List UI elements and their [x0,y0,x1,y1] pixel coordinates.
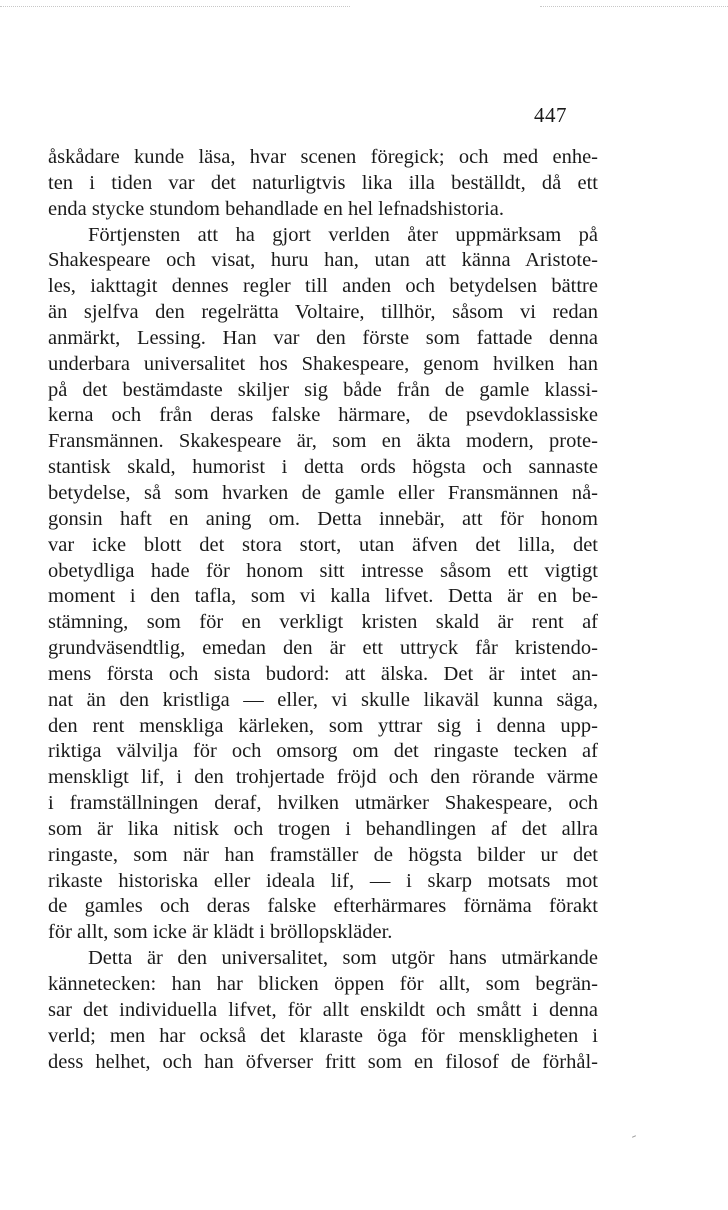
text-line: stämning, som för en verkligt kristen skald är rent af [48,611,598,634]
text-line: på det bestämdaste skiljer sig både från de gamle klassi- [48,378,598,401]
text-line: stantisk skald, humorist i detta ords högsta och sannaste [48,456,598,479]
text-line: var icke blott det stora stort, utan äfven det lilla, det [48,533,598,556]
text-line: kännetecken: han har blicken öppen för allt, som begrän- [48,973,598,995]
scan-edge-line-left [0,6,350,7]
scan-speck [632,1135,636,1138]
text-line: les, iakttagit dennes regler till anden och betydelsen bättre [48,275,598,298]
text-line: i framställningen deraf, hvilken utmärker Shakespeare, och [48,792,598,815]
text-line: Fransmännen. Skakespeare är, som en äkta modern, prote- [48,430,598,453]
text-line: menskligt lif, i den trohjertade fröjd och den rörande värme [48,766,598,789]
text-line: åskådare kunde läsa, hvar scenen föregick; och med enhe- [48,146,598,168]
text-line: riktiga välvilja för och omsorg om det ringaste tecken af [48,740,598,763]
text-line: ringaste, som när han framställer de högsta bilder ur det [48,843,598,866]
text-line: Detta är den universalitet, som utgör hans utmärkande [88,947,598,970]
text-line: nat än den kristliga — eller, vi skulle likaväl kunna säga, [48,688,598,711]
text-line: obetydliga hade för honom sitt intresse såsom ett vigtigt [48,559,598,582]
text-line: ten i tiden var det naturligtvis lika illa beställdt, då ett [48,171,598,194]
text-line: Förtjensten att ha gjort verlden åter uppmärksam på [88,223,598,246]
text-line: kerna och från deras falske härmare, de psevdoklassiske [48,404,598,427]
text-line: underbara universalitet hos Shakespeare, genom hvilken han [48,352,598,375]
text-line: Shakespeare och visat, huru han, utan att känna Aristote- [48,249,598,272]
page-number: 447 [534,103,567,127]
text-line: för allt, som icke är klädt i bröllopskläder. [48,921,393,944]
text-line: de gamles och deras falske efterhärmares förnäma förakt [48,895,598,918]
text-line: mens första och sista budord: att älska. Det är intet an- [48,662,598,685]
text-line: dess helhet, och han öfverser fritt som en filosof de förhål- [48,1050,598,1073]
text-line: grundväsendtlig, emedan den är ett uttryck får kristendo- [48,637,598,660]
text-line: rikaste historiska eller ideala lif, — i skarp motsats mot [48,869,598,892]
text-line: som är lika nitisk och trogen i behandlingen af det allra [48,817,598,840]
text-line: sar det individuella lifvet, för allt enskildt och smått i denna [48,998,598,1021]
body-text [48,145,598,1075]
text-line: gonsin haft en aning om. Detta innebär, att för honom [48,507,598,530]
text-line: moment i den tafla, som vi kalla lifvet. Detta är en be- [48,585,598,608]
text-line: verld; men har också det klaraste öga för menskligheten i [48,1024,598,1047]
text-line: anmärkt, Lessing. Han var den förste som fattade denna [48,326,598,349]
text-line: den rent menskliga kärleken, som yttrar sig i denna upp- [48,714,598,737]
text-line: enda stycke stundom behandlade en hel lefnadshistoria. [48,197,504,220]
scan-edge-line-right [540,6,728,7]
text-line: än sjelfva den regelrätta Voltaire, tillhör, såsom vi redan [48,301,598,324]
text-line: betydelse, så som hvarken de gamle eller Fransmännen nå- [48,481,598,504]
